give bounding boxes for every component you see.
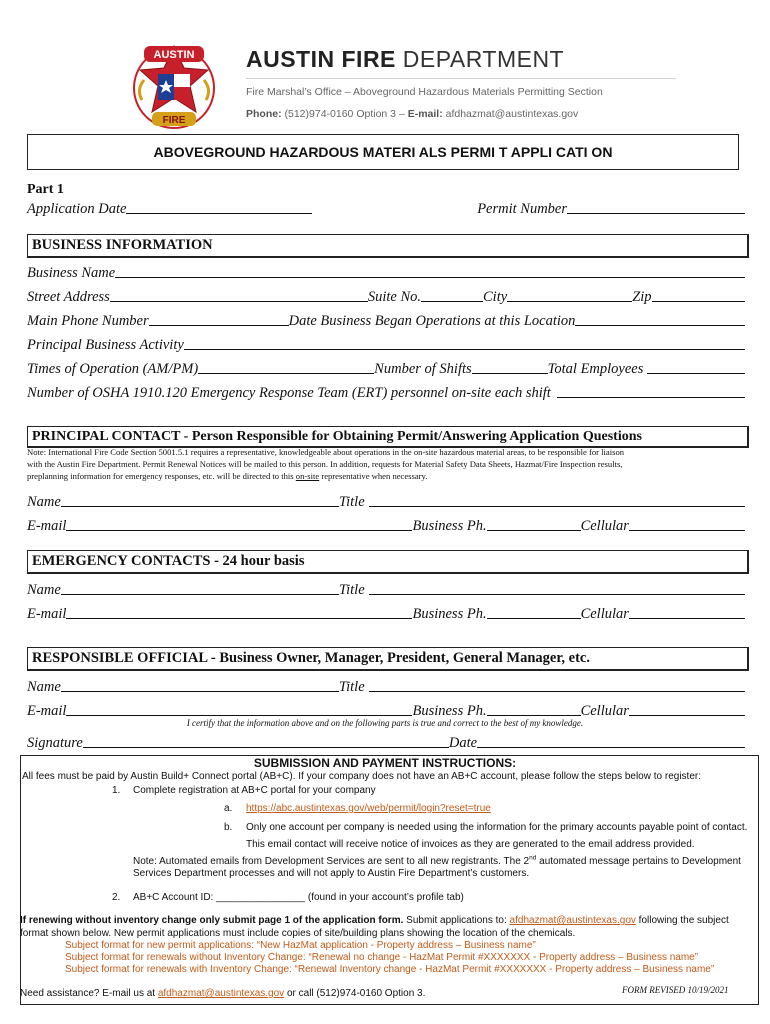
total-employees-label: Total Employees	[547, 361, 644, 377]
zip-field[interactable]	[652, 301, 745, 302]
date-began-field[interactable]	[575, 325, 745, 326]
renewal-instructions-2: format shown below. New permit applications must include copies of site/building plans showing the location of the chemicals.	[20, 928, 576, 939]
step-1-number: 1.	[112, 785, 121, 796]
business-name-field[interactable]	[115, 277, 745, 278]
emergency-cellular-field[interactable]	[629, 618, 745, 619]
part-1-label: Part 1	[27, 182, 64, 197]
responsible-official-heading: RESPONSIBLE OFFICIAL - Business Owner, Manager, President, General Manager, etc.	[27, 647, 749, 671]
city-field[interactable]	[507, 301, 632, 302]
department-title: AUSTIN FIRE DEPARTMENT	[246, 46, 565, 72]
application-date-label: Application Date	[27, 201, 127, 217]
austin-fire-logo	[128, 40, 220, 132]
emergency-email-label: E-mail	[27, 606, 67, 622]
step-b-text-2: This email contact will receive notice of invoices as they are generated to the email address provided.	[246, 839, 695, 850]
responsible-name-label: Name	[27, 679, 61, 695]
department-subtitle: Fire Marshal’s Office – Aboveground Hazardous Materials Permitting Section	[246, 86, 603, 98]
responsible-name-field[interactable]	[61, 691, 339, 692]
part1-row	[27, 196, 745, 218]
principal-business-ph-field[interactable]	[487, 530, 581, 531]
number-shifts-field[interactable]	[472, 373, 548, 374]
principal-email-label: E-mail	[27, 518, 67, 534]
osha-row	[27, 380, 745, 402]
responsible-name-row	[27, 674, 745, 696]
department-contact: Phone: (512)974-0160 Option 3 – E-mail: afdhazmat@austintexas.gov	[246, 108, 579, 120]
times-operation-label: Times of Operation (AM/PM)	[27, 361, 199, 377]
step-2-number: 2.	[112, 892, 121, 903]
operations-row	[27, 356, 745, 378]
assistance-email-link[interactable]: afdhazmat@austintexas.gov	[157, 988, 285, 999]
responsible-business-ph-field[interactable]	[487, 715, 581, 716]
address-row	[27, 284, 745, 306]
form-revised-date: FORM REVISED 10/19/2021	[622, 985, 729, 995]
number-shifts-label: Number of Shifts	[374, 361, 472, 377]
signature-field[interactable]	[83, 747, 449, 748]
principal-name-label: Name	[27, 494, 61, 510]
date-field[interactable]	[477, 747, 745, 748]
suite-label: Suite No.	[367, 289, 422, 305]
osha-label: Number of OSHA 1910.120 Emergency Response Team (ERT) personnel on-site each shift	[27, 385, 551, 401]
emergency-name-label: Name	[27, 582, 61, 598]
responsible-email-row	[27, 698, 745, 720]
emergency-cellular-label: Cellular	[580, 606, 629, 622]
main-phone-field[interactable]	[149, 325, 289, 326]
fees-intro: All fees must be paid by Austin Build+ Connect portal (AB+C). If your company does not have an AB+C account, please follow the steps below to register:	[22, 771, 701, 782]
automated-email-note: Note: Automated emails from Development Services are sent to all new registrants. The 2nd automated message pertains to Development	[133, 854, 741, 867]
osha-field[interactable]	[557, 397, 745, 398]
signature-label: Signature	[27, 735, 83, 751]
suite-field[interactable]	[421, 301, 483, 302]
business-info-heading: BUSINESS INFORMATION	[27, 234, 749, 258]
emergency-name-field[interactable]	[61, 594, 339, 595]
form-title: ABOVEGROUND HAZARDOUS MATERI ALS PERMI T APPLI CATI ON	[27, 134, 739, 170]
business-name-label: Business Name	[27, 265, 116, 281]
principal-title-label: Title	[338, 494, 365, 510]
renewal-instructions: If renewing without inventory change only submit page 1 of the application form. Submit applications to: afdhazmat@austintexas.gov following the subject	[20, 915, 729, 926]
responsible-business-ph-label: Business Ph.	[412, 703, 487, 719]
emergency-title-label: Title	[338, 582, 365, 598]
step-b-text: Only one account per company is needed using the information for the primary accounts payable point of contact.	[246, 822, 748, 833]
responsible-cellular-label: Cellular	[580, 703, 629, 719]
principal-name-field[interactable]	[61, 506, 339, 507]
emergency-email-field[interactable]	[66, 618, 412, 619]
logo-text-top: AUSTIN	[153, 49, 195, 61]
submit-email-link[interactable]: afdhazmat@austintexas.gov	[509, 915, 636, 926]
times-operation-field[interactable]	[198, 373, 374, 374]
street-address-field[interactable]	[110, 301, 368, 302]
assistance-text: Need assistance? E-mail us at afdhazmat@austintexas.gov or call (512)974-0160 Option 3.	[20, 988, 426, 999]
submission-heading: SUBMISSION AND PAYMENT INSTRUCTIONS:	[253, 756, 517, 770]
signature-row	[27, 730, 745, 752]
date-began-label: Date Business Began Operations at this Location	[288, 313, 576, 329]
principal-contact-heading: PRINCIPAL CONTACT - Person Responsible for Obtaining Permit/Answering Application Questions	[27, 426, 749, 448]
responsible-email-label: E-mail	[27, 703, 67, 719]
principal-activity-field[interactable]	[184, 349, 745, 350]
emergency-name-row	[27, 577, 745, 599]
principal-activity-label: Principal Business Activity	[27, 337, 184, 353]
principal-contact-note: Note: International Fire Code Section 5001.5.1 requires a representative, knowledgeable about operations in the on-site hazardous material areas, to be responsible for liaison with the Austin Fire Department. Permit Renewal Notices will be mailed to this person. In addition, requests for Material Safety Data Sheets, Hazmat/Fire Inspection results, preplanning information for emergency responses, etc. will be directed to this on-site representative when necessary.	[27, 447, 625, 481]
responsible-cellular-field[interactable]	[629, 715, 745, 716]
responsible-email-field[interactable]	[66, 715, 412, 716]
header-divider	[246, 78, 676, 79]
responsible-title-label: Title	[338, 679, 365, 695]
business-name-row	[27, 260, 745, 282]
emergency-business-ph-field[interactable]	[487, 618, 581, 619]
automated-email-note-2: Services Department processes and will not apply to Austin Fire Department’s customers.	[133, 868, 530, 879]
principal-name-row	[27, 489, 745, 511]
principal-business-ph-label: Business Ph.	[412, 518, 487, 534]
account-id-text: AB+C Account ID: ________________ (found in your account’s profile tab)	[133, 892, 464, 903]
application-date-field[interactable]	[126, 213, 312, 214]
city-label: City	[483, 289, 508, 305]
emergency-business-ph-label: Business Ph.	[412, 606, 487, 622]
activity-row	[27, 332, 745, 354]
principal-email-field[interactable]	[66, 530, 412, 531]
step-a-number: a.	[224, 803, 233, 814]
step-1-text: Complete registration at AB+C portal for your company	[133, 785, 376, 796]
phone-row	[27, 308, 745, 330]
permit-number-field[interactable]	[567, 213, 745, 214]
zip-label: Zip	[632, 289, 652, 305]
principal-title-field[interactable]	[369, 506, 745, 507]
street-address-label: Street Address	[27, 289, 110, 305]
responsible-title-field[interactable]	[369, 691, 745, 692]
principal-cellular-field[interactable]	[629, 530, 745, 531]
step-b-number: b.	[224, 822, 233, 833]
emergency-email-row	[27, 601, 745, 623]
principal-cellular-label: Cellular	[580, 518, 629, 534]
total-employees-field[interactable]	[647, 373, 745, 374]
emergency-title-field[interactable]	[369, 594, 745, 595]
principal-email-row	[27, 513, 745, 535]
subject-format-renewal-change: Subject format for renewals with Inventory Change: “Renewal Inventory change - HazMat Permit #XXXXXXX - Property address – Business name”	[65, 964, 715, 975]
subject-format-new: Subject format for new permit applications: “New HazMat application - Property address – Business name”	[65, 940, 536, 951]
permit-number-label: Permit Number	[477, 201, 567, 217]
emergency-contacts-heading: EMERGENCY CONTACTS - 24 hour basis	[27, 550, 749, 574]
subject-format-renewal-no-change: Subject format for renewals without Inventory Change: “Renewal no change - HazMat Permit #XXXXXXX - Property address – Business name”	[65, 952, 699, 963]
date-label: Date	[448, 735, 478, 751]
main-phone-label: Main Phone Number	[27, 313, 149, 329]
logo-text-bottom: FIRE	[162, 115, 186, 126]
certification-statement: I certify that the information above and on the following parts is true and correct to the best of my knowledge.	[186, 718, 584, 728]
abc-portal-link[interactable]: https://abc.austintexas.gov/web/permit/login?reset=true	[246, 803, 491, 814]
